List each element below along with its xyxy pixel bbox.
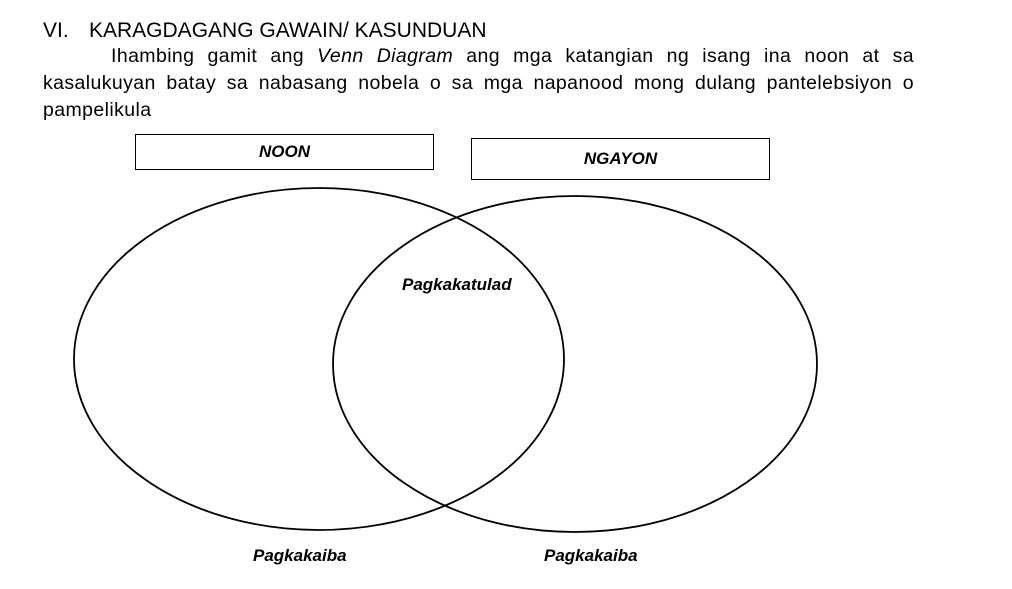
venn-right-circle bbox=[333, 196, 817, 532]
section-title: KARAGDAGANG GAWAIN/ KASUNDUAN bbox=[89, 19, 487, 42]
instructions-text-start: Ihambing gamit ang bbox=[111, 45, 318, 67]
noon-title: NOON bbox=[259, 142, 310, 161]
ngayon-title: NGAYON bbox=[583, 149, 658, 168]
left-difference-label: Pagkakaiba bbox=[253, 546, 347, 565]
intersection-label: Pagkakatulad bbox=[402, 275, 512, 294]
instructions-emphasis: Venn Diagram bbox=[317, 45, 454, 67]
instructions-text-end: ang mga katangian ng isang ina noon at sa kasalukuyan batay sa nabasang nobela o sa mga napanood mong dulang pantelebsiyon o pampelikula bbox=[43, 45, 914, 121]
venn-left-circle bbox=[74, 188, 564, 530]
section-number: VI. bbox=[43, 19, 69, 42]
right-difference-label: Pagkakaiba bbox=[544, 546, 638, 565]
